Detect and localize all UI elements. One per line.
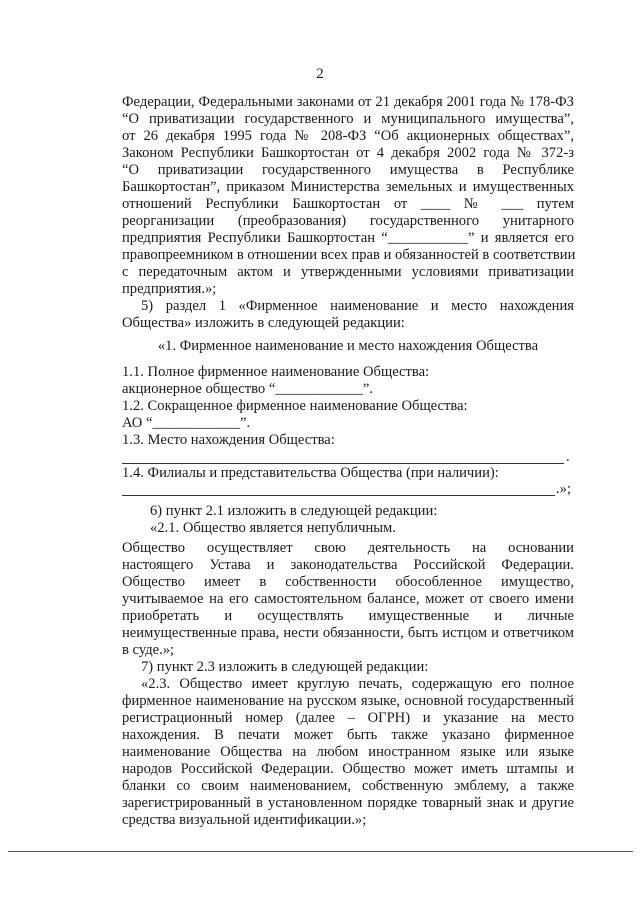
text-line: предприятия.»; bbox=[122, 281, 217, 297]
text-line: 1.3. Место нахождения Общества: bbox=[122, 432, 335, 448]
text-line: 1.1. Полное фирменное наименование Общества: bbox=[122, 364, 430, 380]
text-line: Общество осуществляет свою деятельность на основании bbox=[122, 540, 574, 556]
text-line: с передаточным актом и утвержденными условиями приватизации bbox=[122, 264, 574, 280]
fill-line bbox=[122, 495, 555, 496]
text-line: 5) раздел 1 «Фирменное наименование и место нахождения bbox=[141, 298, 574, 314]
text-line: средства визуальной идентификации.»; bbox=[122, 812, 367, 828]
text-line: .»; bbox=[556, 481, 571, 497]
text-line: «2.3. Общество имеет круглую печать, содержащую его полное bbox=[141, 676, 574, 692]
text-line: регистрационный номер (далее – ОГРН) и указание на место bbox=[122, 710, 574, 726]
text-line: 1.4. Филиалы и представительства Общества (при наличии): bbox=[122, 465, 499, 481]
text-line: 1.2. Сокращенное фирменное наименование Общества: bbox=[122, 398, 468, 414]
text-line: неимущественные права, нести обязанности, быть истцом и ответчиком bbox=[122, 625, 574, 641]
text-line: в суде.»; bbox=[122, 642, 175, 658]
text-line: приобретать и осуществлять имущественные и личные bbox=[122, 608, 574, 624]
text-line: настоящего Устава и законодательства Российской Федерации. bbox=[122, 557, 574, 573]
text-line: наименование Общества на любом иностранном языке или языке bbox=[122, 744, 574, 760]
text-line: зарегистрированный в установленном порядке товарный знак и другие bbox=[122, 795, 574, 811]
page-bottom-rule bbox=[8, 851, 633, 852]
text-line: отношений Республики Башкортостан от ____ № ___ путем bbox=[122, 196, 574, 212]
text-line: бланки со своим наименованием, собственную эмблему, а также bbox=[122, 778, 574, 794]
fill-line bbox=[122, 463, 564, 464]
text-line: Общества» изложить в следующей редакции: bbox=[122, 315, 405, 331]
text-line: предприятия Республики Башкортостан “___________” и является его bbox=[122, 230, 574, 246]
text-line: «2.1. Общество является непубличным. bbox=[150, 520, 396, 536]
text-line: “О приватизации государственного имущества в Республике bbox=[122, 162, 574, 178]
text-line: “О приватизации государственного и муниципального имущества”, bbox=[122, 111, 574, 127]
text-line: Законом Республики Башкортостан от 4 декабря 2002 года № 372-з bbox=[122, 145, 574, 161]
text-line: правопреемником в отношении всех прав и обязанностей в соответствии bbox=[122, 247, 576, 263]
text-line: Башкортостан”, приказом Министерства земельных и имущественных bbox=[122, 179, 574, 195]
text-line: АО “____________”. bbox=[122, 415, 251, 431]
section-heading: «1. Фирменное наименование и место нахождения Общества bbox=[157, 338, 539, 354]
text-line: от 26 декабря 1995 года № 208-ФЗ “Об акционерных обществах”, bbox=[122, 128, 574, 144]
text-line: 6) пункт 2.1 изложить в следующей редакции: bbox=[150, 503, 438, 519]
text-line: фирменное наименование на русском языке, основной государственный bbox=[122, 693, 574, 709]
page-number: 2 bbox=[316, 66, 324, 82]
text-line: народов Российской Федерации. Общество может иметь штампы и bbox=[122, 761, 574, 777]
text-line: Общество имеет в собственности обособленное имущество, bbox=[122, 574, 574, 590]
text-line: нахождения. В печати может быть также указано фирменное bbox=[122, 727, 574, 743]
text-line: 7) пункт 2.3 изложить в следующей редакции: bbox=[141, 659, 429, 675]
text-line: . bbox=[566, 449, 570, 465]
text-line: Федерации, Федеральными законами от 21 декабря 2001 года № 178-ФЗ bbox=[122, 94, 574, 110]
text-line: акционерное общество “____________”. bbox=[122, 381, 374, 397]
text-line: реорганизации (преобразования) государственного унитарного bbox=[122, 213, 574, 229]
text-line: учитываемое на его самостоятельном балансе, может от своего имени bbox=[122, 591, 574, 607]
